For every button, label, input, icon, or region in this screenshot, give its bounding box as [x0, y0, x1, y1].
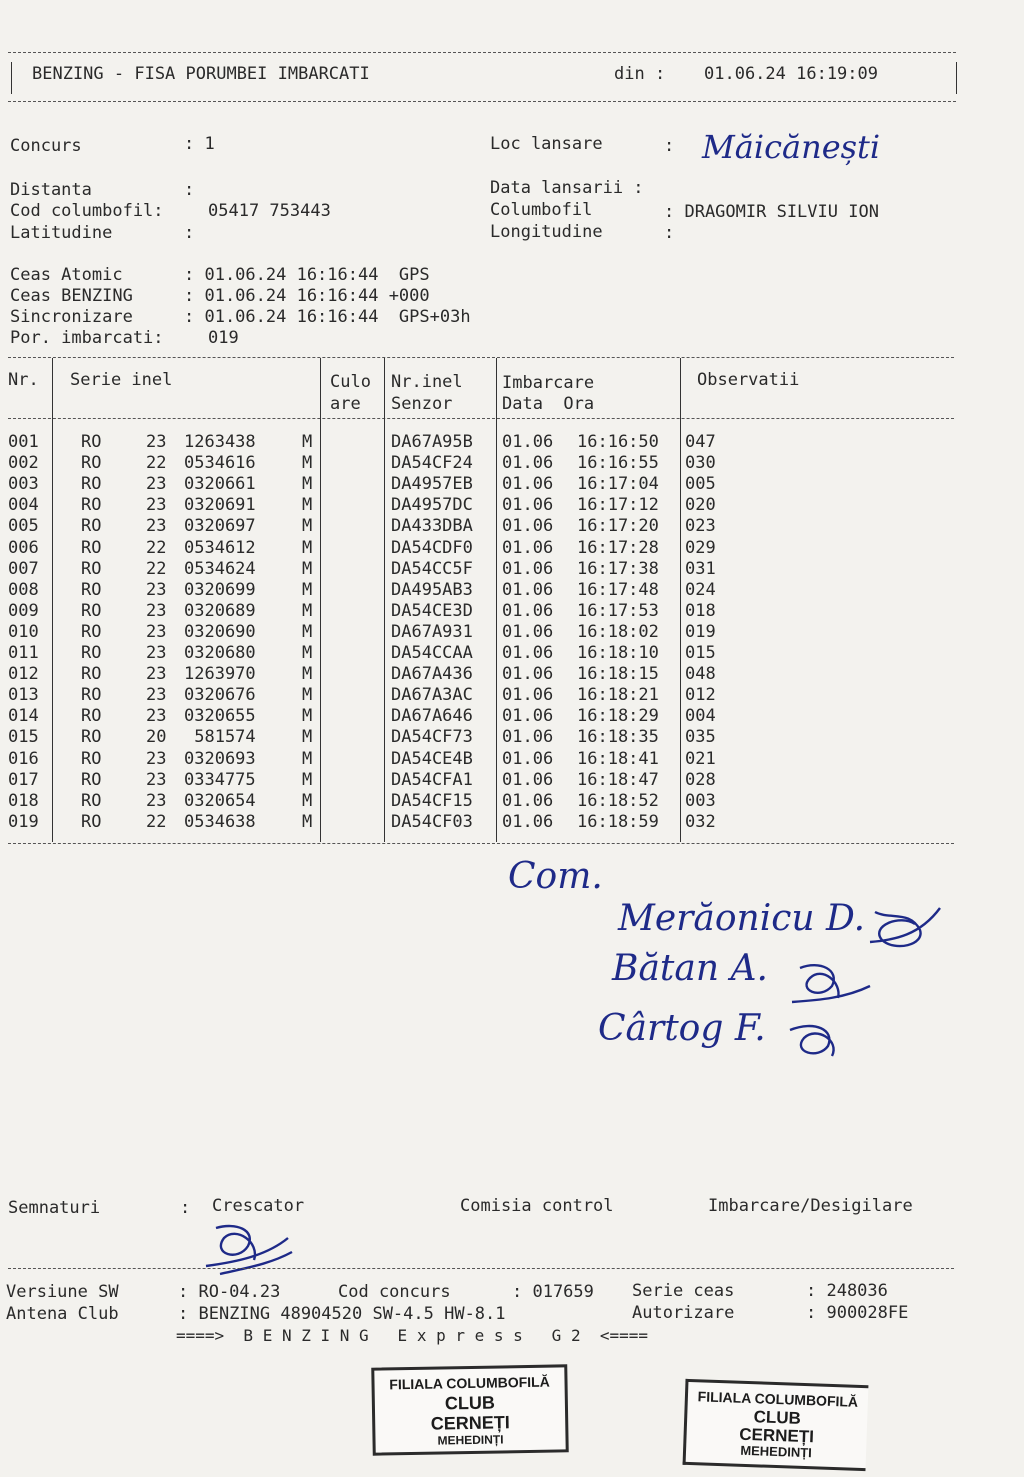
table-row: [0, 812, 960, 833]
serie-ceas-label: Serie ceas: [632, 1281, 735, 1301]
cell-an: 23: [146, 579, 167, 600]
cell-inel: 0320661: [184, 474, 256, 495]
header-nr-inel: Nr.inel: [391, 372, 463, 392]
cell-ora: 16:17:20: [577, 516, 659, 537]
header-data-ora: Data Ora: [502, 394, 595, 414]
cell-nr: 009: [8, 600, 39, 621]
cell-data: 01.06: [502, 600, 554, 621]
header-nr: Nr.: [8, 370, 39, 390]
cell-obs: 035: [685, 727, 716, 748]
cell-an: 22: [146, 811, 167, 832]
signature-scribble-3: [790, 1026, 834, 1056]
cell-tara: RO: [81, 790, 102, 811]
cell-an: 23: [146, 621, 167, 642]
cell-obs: 032: [685, 811, 716, 832]
cell-inel: 0320676: [184, 685, 256, 706]
report-date-value: 01.06.24 16:19:09: [704, 64, 878, 84]
signature-scribble-1: [870, 908, 940, 946]
table-row: [0, 622, 960, 643]
cell-ora: 16:18:21: [577, 685, 659, 706]
table-row: [0, 685, 960, 706]
cell-inel: 0320654: [184, 790, 256, 811]
cell-tara: RO: [81, 516, 102, 537]
cell-tara: RO: [81, 769, 102, 790]
cell-tara: RO: [81, 811, 102, 832]
cell-sex: M: [302, 621, 313, 642]
imbarcare-desigilare-label: Imbarcare/Desigilare: [708, 1196, 913, 1216]
cell-data: 01.06: [502, 495, 554, 516]
cell-tara: RO: [81, 432, 102, 452]
cell-tara: RO: [81, 600, 102, 621]
cell-data: 01.06: [502, 706, 554, 727]
por-imbarcati-value: 019: [208, 328, 239, 348]
cell-ora: 16:18:15: [577, 664, 659, 685]
cell-senzor: DA54CE4B: [391, 748, 473, 769]
cell-sex: M: [302, 453, 313, 474]
cell-ora: 16:18:10: [577, 643, 659, 663]
table-row: [0, 559, 960, 580]
cell-tara: RO: [81, 643, 102, 663]
ceas-benzing-label: Ceas BENZING: [10, 286, 133, 306]
stamp-line-club: CLUB: [753, 1407, 802, 1428]
cell-inel: 0320693: [184, 748, 256, 769]
cell-nr: 013: [8, 685, 39, 706]
cell-sex: M: [302, 600, 313, 621]
cell-sex: M: [302, 495, 313, 516]
cell-data: 01.06: [502, 537, 554, 558]
cod-columbofil-label: Cod columbofil:: [10, 201, 164, 221]
sincronizare-value: : 01.06.24 16:16:44 GPS+03h: [184, 307, 471, 327]
table-row: [0, 770, 960, 791]
antena-club-value: : BENZING 48904520 SW-4.5 HW-8.1: [178, 1304, 506, 1324]
report-title: BENZING - FISA PORUMBEI IMBARCATI: [32, 64, 370, 84]
cell-obs: 024: [685, 579, 716, 600]
cell-senzor: DA67A646: [391, 706, 473, 727]
club-stamp-left: [371, 1364, 569, 1455]
loc-lansare-label: Loc lansare: [490, 134, 603, 154]
cell-inel: 0534612: [184, 537, 256, 558]
data-lansarii-label: Data lansarii :: [490, 178, 644, 198]
cell-an: 22: [146, 558, 167, 579]
cell-data: 01.06: [502, 664, 554, 685]
stamp-line-mehedinti: MEHEDINȚI: [437, 1432, 504, 1448]
cell-an: 23: [146, 685, 167, 706]
cell-data: 01.06: [502, 643, 554, 663]
loc-lansare-value: Măicănești: [702, 128, 881, 166]
cell-senzor: DA4957EB: [391, 474, 473, 495]
cell-ora: 16:16:50: [577, 432, 659, 452]
autorizare-value: : 900028FE: [806, 1303, 909, 1323]
cell-inel: 0534616: [184, 453, 256, 474]
cell-inel: 0334775: [184, 769, 256, 790]
cell-an: 23: [146, 790, 167, 811]
handwritten-member-2: Bătan A.: [612, 948, 768, 989]
handwritten-member-3: Cârtog F.: [598, 1008, 766, 1049]
cell-nr: 007: [8, 558, 39, 579]
cell-senzor: DA433DBA: [391, 516, 473, 537]
cell-tara: RO: [81, 558, 102, 579]
table-row: [0, 664, 960, 685]
comisia-control-label: Comisia control: [460, 1196, 614, 1216]
stamp-line-club: CLUB: [444, 1392, 496, 1414]
cell-sex: M: [302, 769, 313, 790]
cell-nr: 019: [8, 811, 39, 832]
table-row: [0, 791, 960, 812]
cell-data: 01.06: [502, 790, 554, 811]
header-observatii: Observatii: [697, 370, 800, 390]
cell-ora: 16:18:41: [577, 748, 659, 769]
cell-obs: 005: [685, 474, 716, 495]
cell-sex: M: [302, 516, 313, 537]
cell-sex: M: [302, 432, 313, 452]
columbofil-label: Columbofil: [490, 200, 593, 220]
cell-obs: 023: [685, 516, 716, 537]
cell-inel: 0320680: [184, 643, 256, 663]
cell-ora: 16:18:29: [577, 706, 659, 727]
cell-senzor: DA54CF15: [391, 790, 473, 811]
cell-sex: M: [302, 748, 313, 769]
crescator-label: Crescator: [212, 1196, 305, 1216]
concurs-value: : 1: [184, 134, 215, 154]
por-imbarcati-label: Por. imbarcati:: [10, 328, 164, 348]
signature-marks: [570, 890, 950, 1070]
header-senzor: Senzor: [391, 394, 453, 414]
cell-obs: 020: [685, 495, 716, 516]
header-top-border: [8, 52, 956, 53]
cell-sex: M: [302, 706, 313, 727]
table-top-border: [8, 357, 954, 358]
cell-tara: RO: [81, 685, 102, 706]
antena-club-label: Antena Club: [6, 1304, 119, 1324]
versiune-sw-value: : RO-04.23: [178, 1282, 281, 1302]
table-body: [0, 432, 1024, 842]
cell-nr: 014: [8, 706, 39, 727]
cell-tara: RO: [81, 537, 102, 558]
cell-data: 01.06: [502, 558, 554, 579]
cell-nr: 006: [8, 537, 39, 558]
cell-tara: RO: [81, 453, 102, 474]
cod-concurs-value: : 017659: [512, 1282, 594, 1302]
cell-data: 01.06: [502, 621, 554, 642]
cell-ora: 16:16:55: [577, 453, 659, 474]
cod-columbofil-value: 05417 753443: [208, 201, 331, 221]
cell-obs: 028: [685, 769, 716, 790]
cell-obs: 018: [685, 600, 716, 621]
cell-obs: 047: [685, 432, 716, 452]
cell-tara: RO: [81, 748, 102, 769]
autorizare-label: Autorizare: [632, 1303, 735, 1323]
cell-tara: RO: [81, 621, 102, 642]
cell-nr: 008: [8, 579, 39, 600]
cell-sex: M: [302, 579, 313, 600]
cell-senzor: DA54CE3D: [391, 600, 473, 621]
cell-inel: 1263970: [184, 664, 256, 685]
ceas-atomic-value: : 01.06.24 16:16:44 GPS: [184, 265, 430, 285]
header-left-border: [11, 62, 12, 94]
cell-an: 23: [146, 748, 167, 769]
cell-nr: 015: [8, 727, 39, 748]
table-row: [0, 516, 960, 537]
semnaturi-colon: :: [180, 1198, 191, 1218]
cell-sex: M: [302, 685, 313, 706]
cell-nr: 012: [8, 664, 39, 685]
cell-senzor: DA54CF24: [391, 453, 473, 474]
cell-nr: 003: [8, 474, 39, 495]
cell-obs: 012: [685, 685, 716, 706]
cell-data: 01.06: [502, 474, 554, 495]
table-row: [0, 727, 960, 748]
cell-ora: 16:18:35: [577, 727, 659, 748]
cell-inel: 0534624: [184, 558, 256, 579]
cell-inel: 0320655: [184, 706, 256, 727]
longitudine-label: Longitudine: [490, 222, 603, 242]
longitudine-value: :: [664, 223, 675, 243]
cell-nr: 001: [8, 432, 39, 452]
cell-nr: 011: [8, 643, 39, 663]
cell-ora: 16:18:59: [577, 811, 659, 832]
cell-obs: 021: [685, 748, 716, 769]
cell-inel: 0320691: [184, 495, 256, 516]
cell-inel: 0320697: [184, 516, 256, 537]
serie-ceas-value: : 248036: [806, 1281, 888, 1301]
cell-data: 01.06: [502, 727, 554, 748]
table-row: [0, 474, 960, 495]
cell-inel: 0320689: [184, 600, 256, 621]
cell-ora: 16:17:28: [577, 537, 659, 558]
table-header-separator: [8, 418, 954, 419]
semnaturi-label: Semnaturi: [8, 1198, 101, 1218]
cell-ora: 16:17:12: [577, 495, 659, 516]
cell-sex: M: [302, 811, 313, 832]
club-stamp-right: [683, 1379, 869, 1471]
cell-senzor: DA54CFA1: [391, 769, 473, 790]
sincronizare-label: Sincronizare: [10, 307, 133, 327]
cell-data: 01.06: [502, 811, 554, 832]
table-row: [0, 580, 960, 601]
cell-tara: RO: [81, 495, 102, 516]
cell-an: 23: [146, 664, 167, 685]
columbofil-value: : DRAGOMIR SILVIU ION: [664, 202, 879, 222]
cell-ora: 16:17:48: [577, 579, 659, 600]
latitudine-value: :: [184, 223, 195, 243]
table-bottom-border: [8, 843, 954, 844]
table-row: [0, 538, 960, 559]
latitudine-label: Latitudine: [10, 223, 113, 243]
cell-an: 23: [146, 769, 167, 790]
distanta-label: Distanta: [10, 180, 92, 200]
cell-nr: 004: [8, 495, 39, 516]
header-culoare-bottom: are: [330, 394, 361, 414]
cell-an: 23: [146, 432, 167, 452]
cell-senzor: DA67A931: [391, 621, 473, 642]
concurs-label: Concurs: [10, 136, 82, 156]
stamp-line-mehedinti: MEHEDINȚI: [740, 1442, 813, 1461]
cell-senzor: DA67A436: [391, 664, 473, 685]
cod-concurs-label: Cod concurs: [338, 1282, 451, 1302]
table-row: [0, 749, 960, 770]
stamp-line-filiala: FILIALA COLUMBOFILĂ: [697, 1388, 859, 1410]
cell-an: 22: [146, 537, 167, 558]
cell-obs: 030: [685, 453, 716, 474]
cell-senzor: DA495AB3: [391, 579, 473, 600]
cell-senzor: DA54CC5F: [391, 558, 473, 579]
cell-data: 01.06: [502, 685, 554, 706]
cell-inel: 0534638: [184, 811, 256, 832]
stamp-line-filiala: FILIALA COLUMBOFILĂ: [389, 1373, 550, 1393]
cell-data: 01.06: [502, 769, 554, 790]
loc-lansare-colon: :: [664, 136, 675, 156]
cell-an: 20: [146, 727, 167, 748]
handwritten-com: Com.: [508, 856, 603, 897]
table-row: [0, 453, 960, 474]
cell-ora: 16:17:38: [577, 558, 659, 579]
cell-an: 22: [146, 453, 167, 474]
cell-sex: M: [302, 727, 313, 748]
cell-data: 01.06: [502, 453, 554, 474]
cell-ora: 16:17:04: [577, 474, 659, 495]
cell-data: 01.06: [502, 516, 554, 537]
cell-sex: M: [302, 474, 313, 495]
handwritten-member-1: Merăonicu D.: [618, 898, 866, 939]
stamp-line-cerneti: CERNEȚI: [739, 1424, 815, 1447]
cell-tara: RO: [81, 727, 102, 748]
cell-nr: 016: [8, 748, 39, 769]
header-culoare-top: Culo: [330, 372, 371, 392]
cell-obs: 029: [685, 537, 716, 558]
cell-ora: 16:17:53: [577, 600, 659, 621]
cell-senzor: DA67A95B: [391, 432, 473, 452]
cell-an: 23: [146, 474, 167, 495]
ceas-benzing-value: : 01.06.24 16:16:44 +000: [184, 286, 430, 306]
cell-inel: 0320699: [184, 579, 256, 600]
cell-sex: M: [302, 664, 313, 685]
table-row: [0, 495, 960, 516]
cell-senzor: DA54CDF0: [391, 537, 473, 558]
cell-data: 01.06: [502, 579, 554, 600]
crescator-signature: [196, 1218, 306, 1288]
ceas-atomic-label: Ceas Atomic: [10, 265, 123, 285]
report-date-label: din :: [614, 64, 666, 84]
benzing-express-banner: ====> B E N Z I N G E x p r e s s G 2 <====: [176, 1326, 649, 1345]
cell-obs: 004: [685, 706, 716, 727]
cell-an: 23: [146, 643, 167, 663]
cell-data: 01.06: [502, 748, 554, 769]
versiune-sw-label: Versiune SW: [6, 1282, 119, 1302]
table-row: [0, 706, 960, 727]
cell-an: 23: [146, 600, 167, 621]
header-right-border: [956, 62, 957, 94]
cell-senzor: DA67A3AC: [391, 685, 473, 706]
cell-obs: 019: [685, 621, 716, 642]
cell-inel: 1263438: [184, 432, 256, 452]
footer-separator: [8, 1268, 954, 1269]
cell-obs: 031: [685, 558, 716, 579]
cell-an: 23: [146, 495, 167, 516]
cell-senzor: DA54CCAA: [391, 643, 473, 663]
cell-an: 23: [146, 516, 167, 537]
table-row: [0, 432, 960, 453]
cell-senzor: DA54CF03: [391, 811, 473, 832]
cell-nr: 010: [8, 621, 39, 642]
signature-scribble-2: [792, 965, 870, 1002]
cell-sex: M: [302, 790, 313, 811]
table-row: [0, 643, 960, 664]
cell-inel: 581574: [184, 727, 256, 748]
cell-ora: 16:18:02: [577, 621, 659, 642]
cell-ora: 16:18:47: [577, 769, 659, 790]
cell-senzor: DA4957DC: [391, 495, 473, 516]
cell-an: 23: [146, 706, 167, 727]
table-row: [0, 601, 960, 622]
cell-tara: RO: [81, 706, 102, 727]
cell-data: 01.06: [502, 432, 554, 452]
cell-obs: 048: [685, 664, 716, 685]
cell-nr: 005: [8, 516, 39, 537]
cell-senzor: DA54CF73: [391, 727, 473, 748]
cell-obs: 003: [685, 790, 716, 811]
cell-inel: 0320690: [184, 621, 256, 642]
header-bottom-border: [8, 101, 956, 102]
cell-sex: M: [302, 643, 313, 663]
header-imbarcare: Imbarcare: [502, 373, 595, 393]
stamp-line-cerneti: CERNEȚI: [430, 1412, 510, 1434]
cell-nr: 002: [8, 453, 39, 474]
cell-tara: RO: [81, 664, 102, 685]
header-serie-inel: Serie inel: [70, 370, 173, 390]
cell-nr: 018: [8, 790, 39, 811]
cell-sex: M: [302, 558, 313, 579]
cell-nr: 017: [8, 769, 39, 790]
cell-ora: 16:18:52: [577, 790, 659, 811]
cell-tara: RO: [81, 579, 102, 600]
cell-tara: RO: [81, 474, 102, 495]
cell-sex: M: [302, 537, 313, 558]
cell-obs: 015: [685, 643, 716, 663]
distanta-value: :: [184, 180, 195, 200]
